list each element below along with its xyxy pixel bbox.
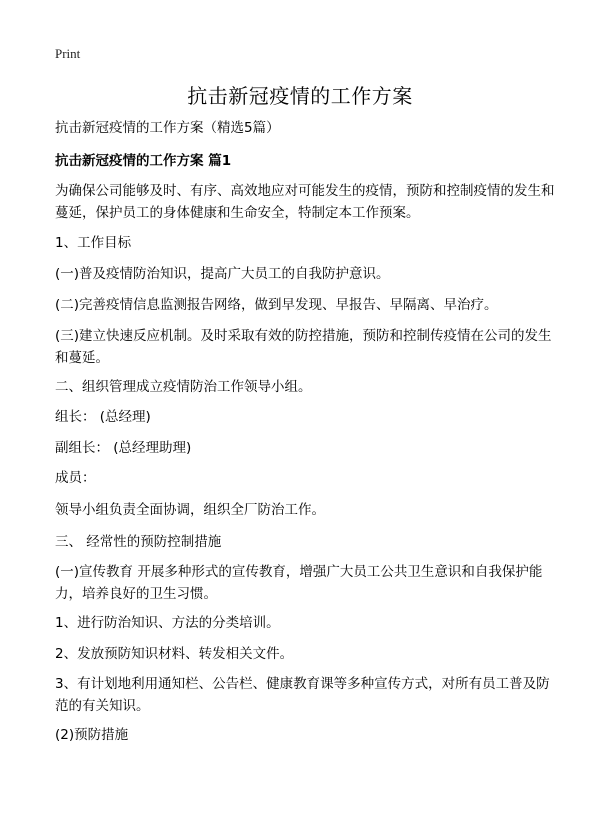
paragraph-goal-3: (三)建立快速反应机制。及时采取有效的防控措施，预防和控制传疫情在公司的发生和蔓延。 (55, 328, 552, 366)
paragraph-materials: 2、发放预防知识材料、转发相关文件。 (55, 646, 294, 662)
paragraph-heading-goals: 1、工作目标 (55, 235, 132, 251)
paragraph-publicity: 3、有计划地利用通知栏、公告栏、健康教育课等多种宣传方式，对所有员工普及防范的有关知识。 (55, 676, 550, 714)
paragraph-goal-2: (二)完善疫情信息监测报告网络，做到早发现、早报告、早隔离、早治疗。 (55, 297, 498, 313)
paragraph-education: (一)宣传教育 开展多种形式的宣传教育，增强广大员工公共卫生意识和自我保护能力，培养良好的卫生习惯。 (55, 564, 543, 602)
paragraph-heading-prevention: 三、 经常性的预防控制措施 (55, 534, 222, 550)
paragraph-deputy-leader: 副组长： (总经理助理) (55, 440, 192, 456)
paragraph-heading-organization: 二、组织管理成立疫情防治工作领导小组。 (55, 379, 312, 395)
paragraph-group-duty: 领导小组负责全面协调，组织全厂防治工作。 (55, 502, 325, 518)
print-label: Print (55, 46, 81, 61)
paragraph-training: 1、进行防治知识、方法的分类培训。 (55, 615, 280, 631)
section-heading: 抗击新冠疫情的工作方案 篇1 (55, 153, 232, 169)
page-title: 抗击新冠疫情的工作方案 (187, 84, 413, 108)
paragraph-goal-1: (一)普及疫情防治知识，提高广大员工的自我防护意识。 (55, 266, 390, 282)
paragraph-members: 成员： (55, 470, 96, 486)
document-subtitle: 抗击新冠疫情的工作方案（精选5篇） (55, 120, 280, 136)
paragraph-leader: 组长： (总经理) (55, 409, 151, 425)
paragraph-heading-measures: (2)预防措施 (55, 727, 129, 743)
paragraph-intro: 为确保公司能够及时、有序、高效地应对可能发生的疫情，预防和控制疫情的发生和蔓延，保护员工的身体健康和生命安全，特制定本工作预案。 (55, 183, 555, 221)
